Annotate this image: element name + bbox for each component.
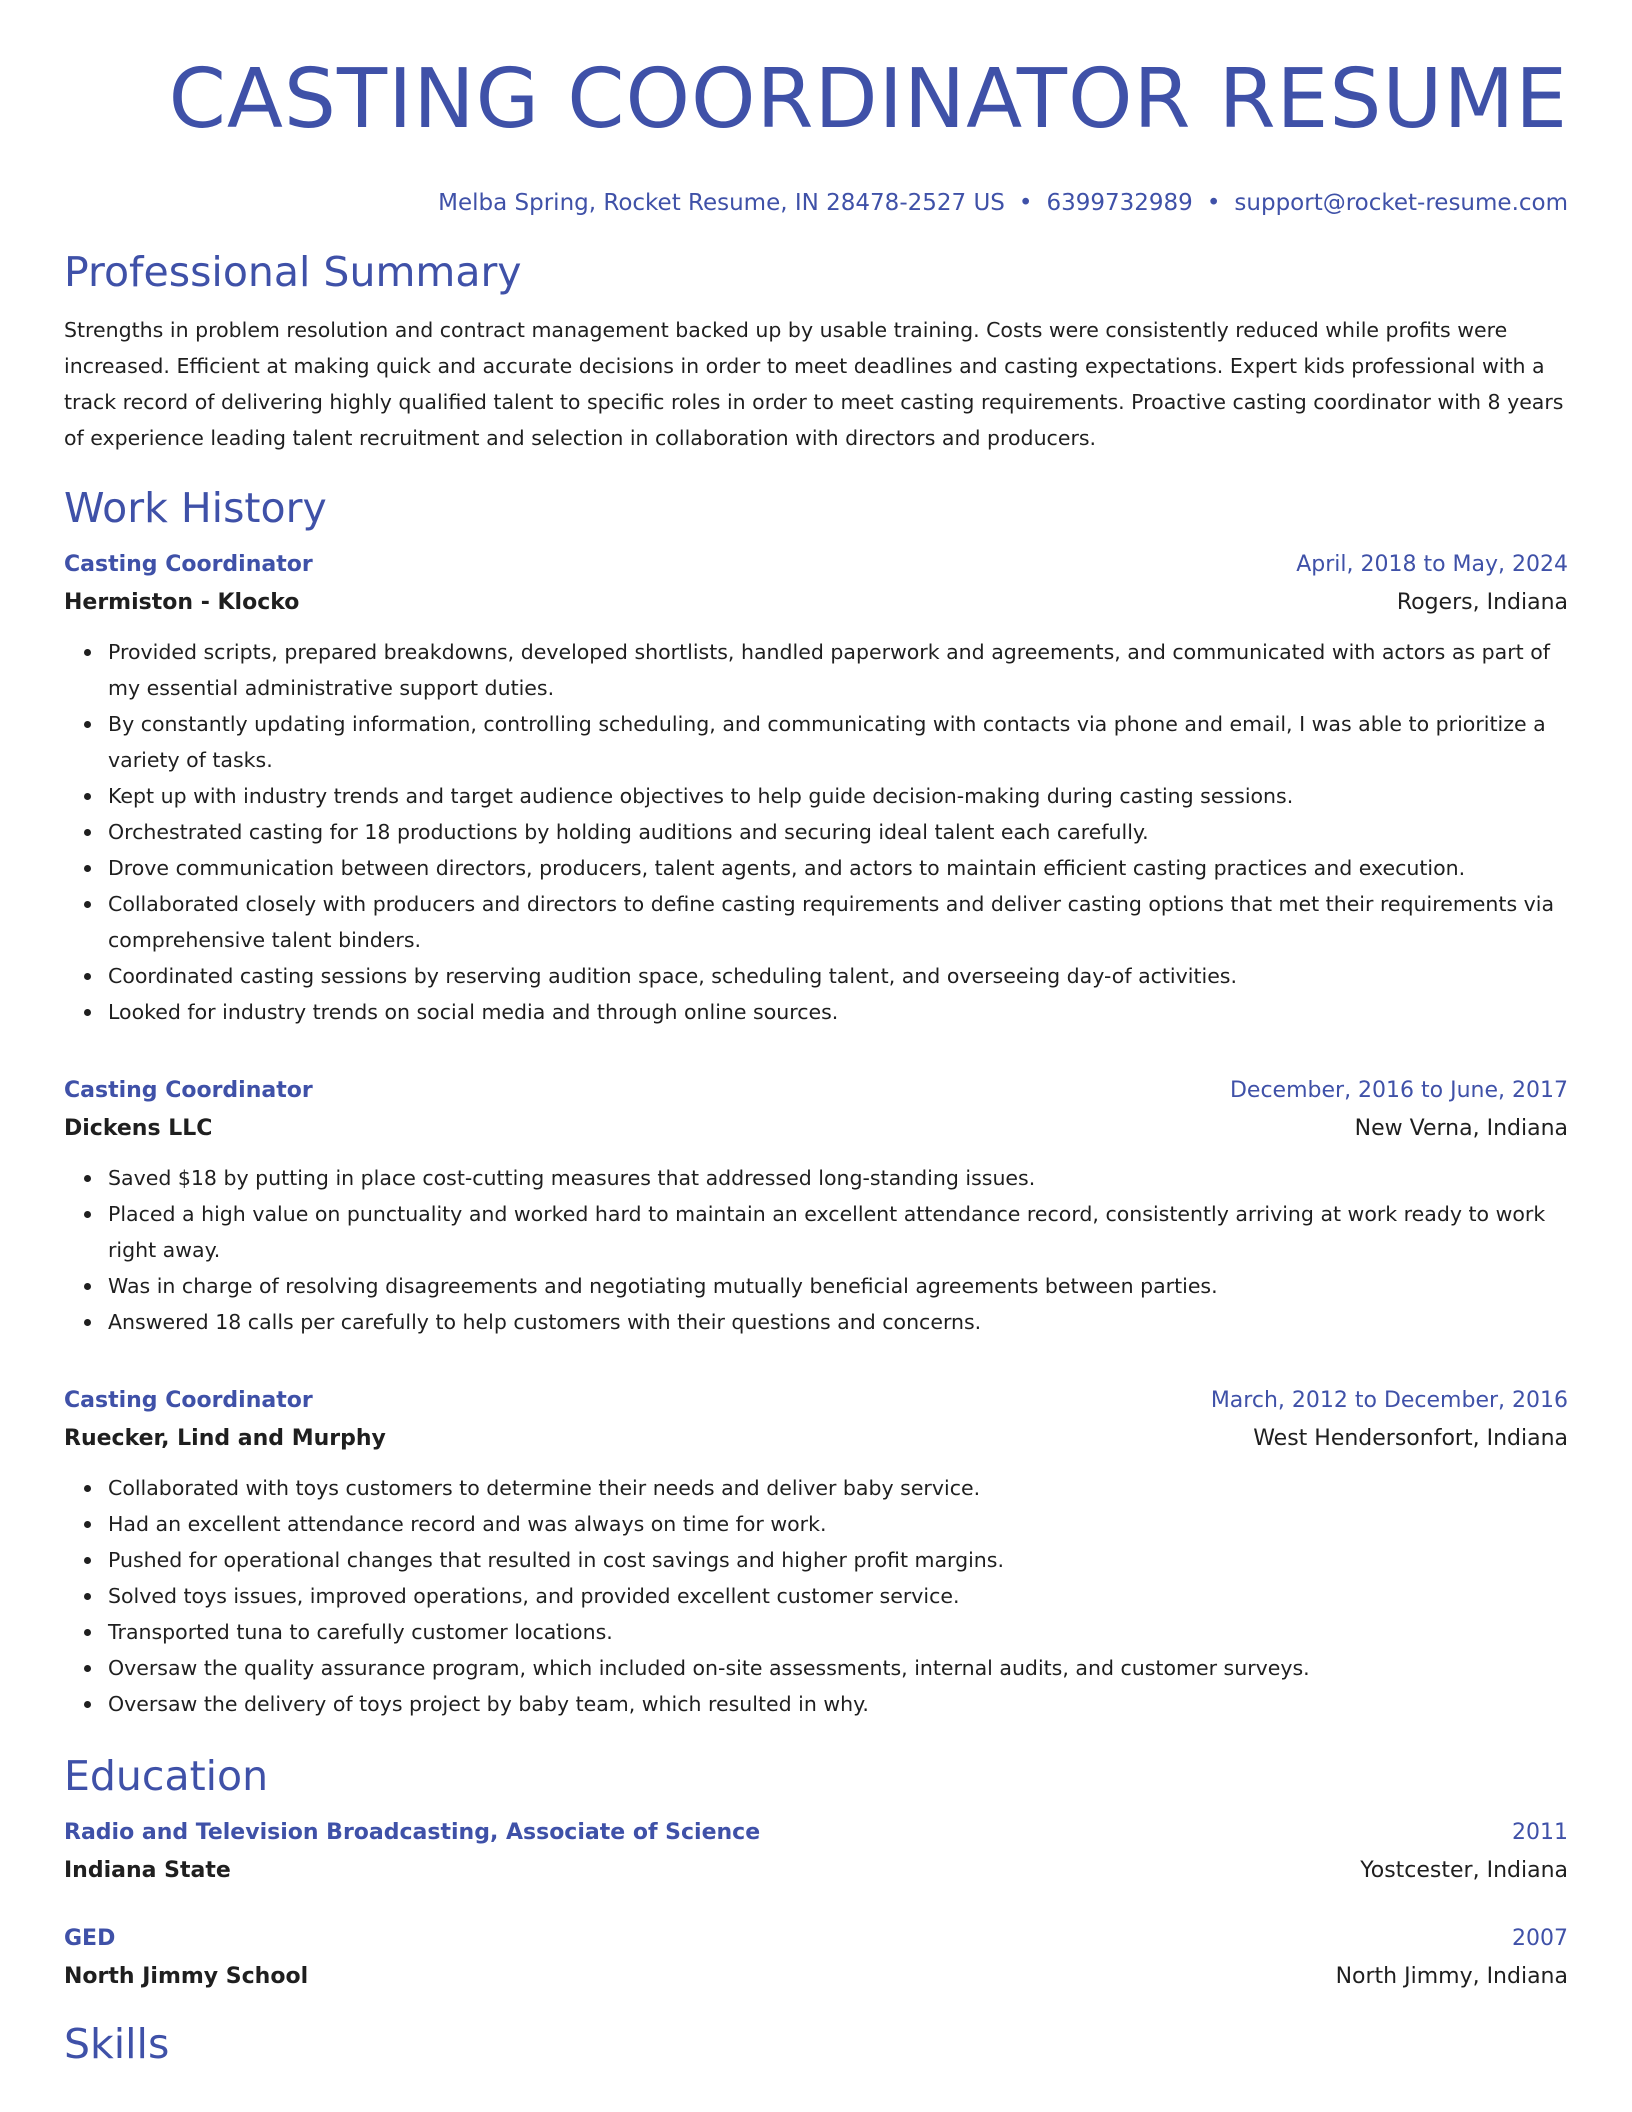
education-entry	[64, 1920, 1568, 1996]
degree-name: GED	[64, 1926, 116, 1951]
job-bullet: Solved toys issues, improved operations, and provided excellent customer service.	[108, 1578, 1568, 1614]
job-location: New Verna, Indiana	[1354, 1116, 1568, 1141]
job-location: West Hendersonfort, Indiana	[1253, 1426, 1568, 1451]
job-bullet: Had an excellent attendance record and was always on time for work.	[108, 1506, 1568, 1542]
job-bullet: Answered 18 calls per carefully to help customers with their questions and concerns.	[108, 1304, 1568, 1340]
resume-page	[64, 0, 1568, 2070]
job-title: Casting Coordinator	[64, 1388, 313, 1413]
job-bullet: Oversaw the quality assurance program, which included on-site assessments, internal audits, and customer surveys.	[108, 1650, 1568, 1686]
contact-phone: 6399732989	[1046, 190, 1193, 216]
degree-name: Radio and Television Broadcasting, Associate of Science	[64, 1820, 761, 1845]
contact-separator: •	[1206, 190, 1221, 216]
graduation-year: 2011	[1512, 1820, 1568, 1845]
job-bullet: Transported tuna to carefully customer locations.	[108, 1614, 1568, 1650]
job-title: Casting Coordinator	[64, 1078, 313, 1103]
job-dates: April, 2018 to May, 2024	[1296, 552, 1568, 577]
job-bullet: Provided scripts, prepared breakdowns, developed shortlists, handled paperwork and agreements, and communicated with actors as part of my essential administrative support duties.	[108, 634, 1568, 706]
school-location: Yostcester, Indiana	[1360, 1858, 1568, 1883]
job-employer	[64, 1420, 1568, 1458]
education-entry	[64, 1814, 1568, 1890]
job-header	[64, 546, 1568, 584]
job-bullet: Drove communication between directors, producers, talent agents, and actors to maintain efficient casting practices and execution.	[108, 850, 1568, 886]
company-name: Ruecker, Lind and Murphy	[64, 1426, 386, 1451]
education-school-row	[64, 1852, 1568, 1890]
summary-heading: Professional Summary	[64, 248, 522, 296]
job-title: Casting Coordinator	[64, 552, 313, 577]
job-entry	[64, 1382, 1568, 1722]
contact-address: Melba Spring, Rocket Resume, IN 28478-2527 US	[438, 190, 1005, 216]
work-history-heading: Work History	[64, 484, 327, 532]
job-bullet: By constantly updating information, controlling scheduling, and communicating with contacts via phone and email, I was able to prioritize a variety of tasks.	[108, 706, 1568, 778]
job-employer	[64, 1110, 1568, 1148]
skills-heading: Skills	[64, 2020, 170, 2068]
job-bullet: Was in charge of resolving disagreements and negotiating mutually beneficial agreements between parties.	[108, 1268, 1568, 1304]
job-bullet: Coordinated casting sessions by reserving audition space, scheduling talent, and overseeing day-of activities.	[108, 958, 1568, 994]
graduation-year: 2007	[1512, 1926, 1568, 1951]
job-bullet: Orchestrated casting for 18 productions by holding auditions and securing ideal talent each carefully.	[108, 814, 1568, 850]
job-dates: March, 2012 to December, 2016	[1210, 1388, 1568, 1413]
education-header	[64, 1920, 1568, 1958]
job-bullet: Oversaw the delivery of toys project by baby team, which resulted in why.	[108, 1686, 1568, 1722]
job-bullet: Collaborated closely with producers and directors to define casting requirements and deliver casting options that met their requirements via comprehensive talent binders.	[108, 886, 1568, 958]
job-location: Rogers, Indiana	[1396, 590, 1568, 615]
school-name: Indiana State	[64, 1858, 231, 1883]
job-bullets	[64, 634, 1568, 1030]
contact-line	[64, 188, 1568, 218]
job-bullet: Looked for industry trends on social media and through online sources.	[108, 994, 1568, 1030]
summary-text: Strengths in problem resolution and contract management backed up by usable training. Costs were consistently reduced while profits were increased. Efficient at making quick and accurate decisions in order to meet deadlines and casting expectations. Expert kids professional with a track record of delivering highly qualified talent to specific roles in order to meet casting requirements. Proactive casting coordinator with 8 years of experience leading talent recruitment and selection in collaboration with directors and producers.	[64, 318, 1564, 450]
job-header	[64, 1382, 1568, 1420]
company-name: Dickens LLC	[64, 1116, 213, 1141]
job-bullets	[64, 1470, 1568, 1722]
resume-title: CASTING COORDINATOR RESUME	[168, 52, 1568, 147]
job-bullet: Collaborated with toys customers to determine their needs and deliver baby service.	[108, 1470, 1568, 1506]
job-header	[64, 1072, 1568, 1110]
education-header	[64, 1814, 1568, 1852]
company-name: Hermiston - Klocko	[64, 590, 300, 615]
job-bullet: Placed a high value on punctuality and worked hard to maintain an excellent attendance record, consistently arriving at work ready to work right away.	[108, 1196, 1568, 1268]
job-employer	[64, 584, 1568, 622]
job-bullet: Saved $18 by putting in place cost-cutting measures that addressed long-standing issues.	[108, 1160, 1568, 1196]
contact-email: support@rocket-resume.com	[1234, 190, 1568, 216]
job-dates: December, 2016 to June, 2017	[1229, 1078, 1568, 1103]
job-bullets	[64, 1160, 1568, 1340]
education-heading: Education	[64, 1752, 269, 1800]
school-location: North Jimmy, Indiana	[1335, 1964, 1568, 1989]
job-bullet: Pushed for operational changes that resulted in cost savings and higher profit margins.	[108, 1542, 1568, 1578]
job-entry	[64, 1072, 1568, 1340]
job-entry	[64, 546, 1568, 1030]
school-name: North Jimmy School	[64, 1964, 309, 1989]
education-school-row	[64, 1958, 1568, 1996]
contact-separator: •	[1018, 190, 1033, 216]
job-bullet: Kept up with industry trends and target audience objectives to help guide decision-making during casting sessions.	[108, 778, 1568, 814]
